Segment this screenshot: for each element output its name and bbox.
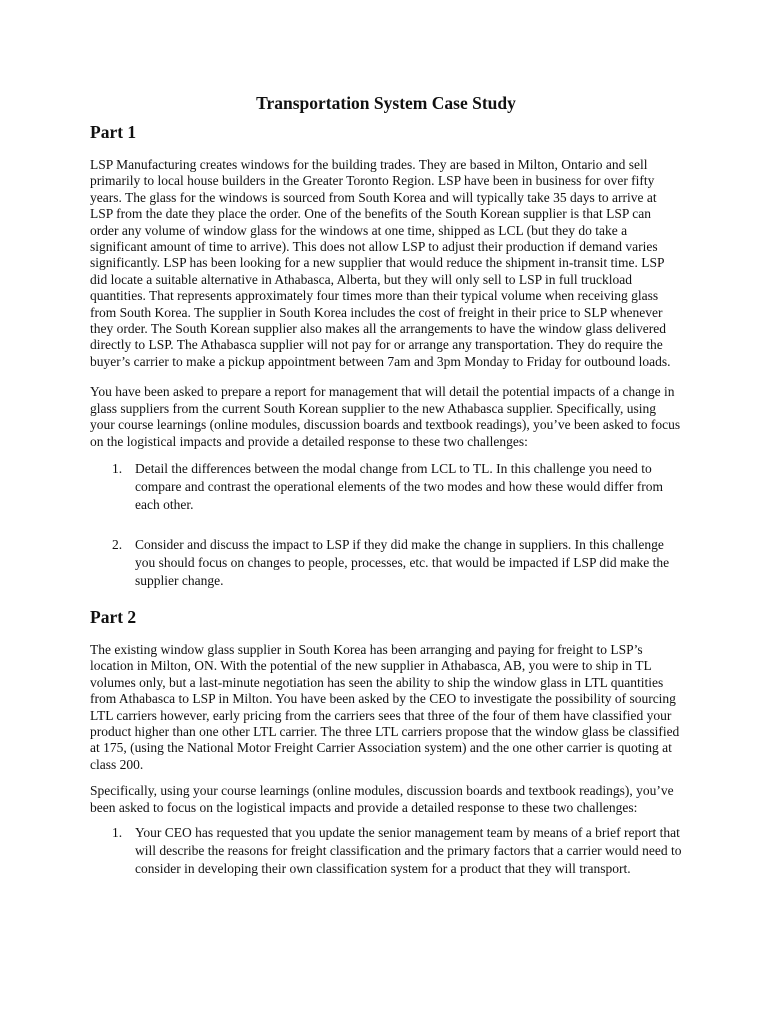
part1-challenge-list <box>90 460 682 590</box>
part2-challenge-list <box>90 824 682 878</box>
list-number: 1. <box>112 824 123 840</box>
part2-paragraph-2: Specifically, using your course learnings (online modules, discussion boards and textbook readings), you’ve been asked to focus on the logistical impacts and provide a detailed response to these two challenges: <box>90 783 674 815</box>
document-title: Transportation System Case Study <box>256 93 516 113</box>
part1-paragraph-2: You have been asked to prepare a report for management that will detail the potential impacts of a change in glass suppliers from the current South Korean supplier to the new Athabasca supplier. Specifically, using your course learnings (online modules, discussion boards and textbook readings), you’ve been asked to focus on the logistical impacts and provide a detailed response to these two challenges: <box>90 384 681 449</box>
part1-challenge-item <box>90 536 682 590</box>
part2-heading: Part 2 <box>90 606 137 627</box>
list-item-text: Consider and discuss the impact to LSP if they did make the change in suppliers. In this challenge you should focus on changes to people, processes, etc. that would be impacted if LSP did make the supplier change. <box>135 536 670 588</box>
list-item-text: Detail the differences between the modal change from LCL to TL. In this challenge you need to compare and contrast the operational elements of the two modes and how these would differ from each other. <box>135 460 663 512</box>
list-number: 1. <box>112 460 123 476</box>
part1-paragraph-1: LSP Manufacturing creates windows for the building trades. They are based in Milton, Ontario and sell primarily to local house builders in the Greater Toronto Region. LSP have been in business for over fifty years. The glass for the windows is sourced from South Korea and will typically take 35 days to arrive at LSP from the date they place the order. One of the benefits of the South Korean supplier is that LSP can order any volume of window glass for the windows at one time, shipped as LCL (but they do take a significant amount of time to arrive). This does not allow LSP to adjust their production if demand varies significantly. LSP has been looking for a new supplier that would reduce the shipment in-transit time. LSP did locate a suitable alternative in Athabasca, Alberta, but they will only sell to LSP in full truckload quantities. That represents approximately four times more than their typical volume when receiving glass from South Korea. The supplier in South Korea includes the cost of freight in their price to SLP whenever they order. The South Korean supplier also makes all the arrangements to have the window glass delivered directly to LSP. The Athabasca supplier will not pay for or arrange any transportation. They do require the buyer’s carrier to make a pickup appointment between 7am and 3pm Monday to Friday for outbound loads. <box>90 157 671 369</box>
part2-paragraph-1: The existing window glass supplier in South Korea has been arranging and paying for freight to LSP’s location in Milton, ON. With the potential of the new supplier in Athabasca, AB, you were to ship in TL volumes only, but a last-minute negotiation has seen the ability to ship the window glass in LTL quantities from Athabasca to LSP in Milton. You have been asked by the CEO to investigate the possibility of sourcing LTL carriers however, early pricing from the carriers sees that three of the four of them have classified your product higher than one other LTL carrier. The three LTL carriers propose that the window glass be classified at 175, (using the National Motor Freight Carrier Association system) and the one other carrier is quoting at class 200. <box>90 641 680 772</box>
part1-heading: Part 1 <box>90 122 137 142</box>
part2-challenge-item <box>90 824 682 878</box>
list-number: 2. <box>112 536 123 552</box>
list-item-text: Your CEO has requested that you update the senior management team by means of a brief report that will describe the reasons for freight classification and the primary factors that a carrier would need to consider in developing their own classification system for a product that they will transport. <box>135 824 682 876</box>
part1-challenge-item <box>90 460 682 514</box>
